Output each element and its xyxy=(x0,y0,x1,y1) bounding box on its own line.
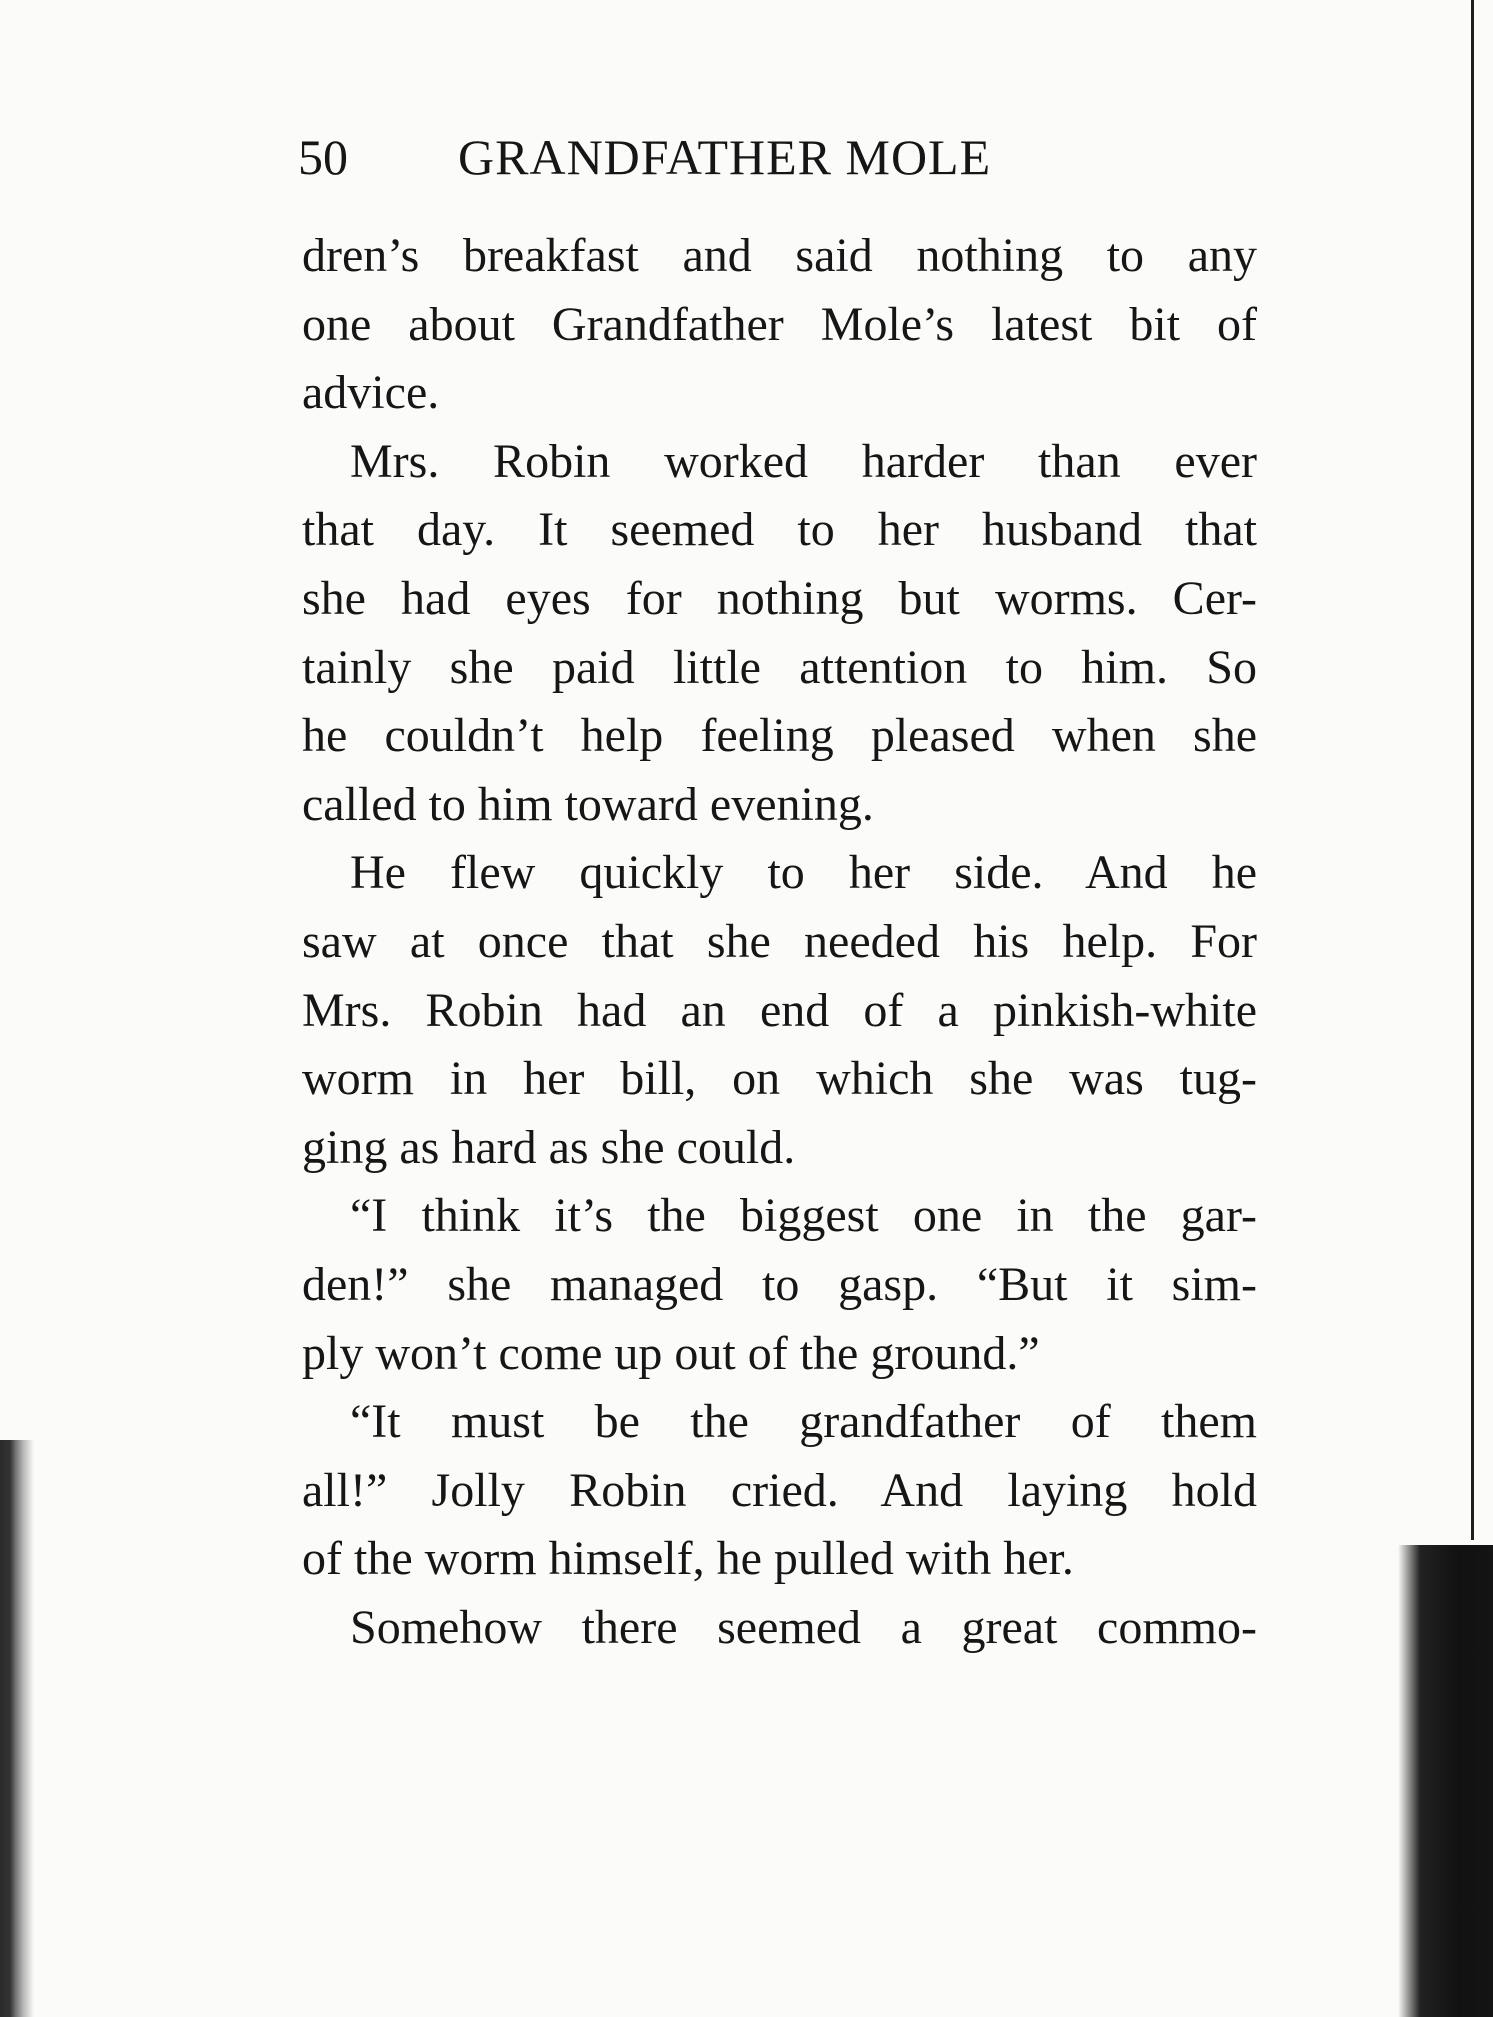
text-line: advice. xyxy=(302,366,440,420)
text-line: one about Grandfather Mole’s latest bit of xyxy=(302,297,1257,351)
scan-edge-left xyxy=(0,1440,34,2017)
text-line: Somehow there seemed a great commo- xyxy=(350,1600,1257,1654)
body-text xyxy=(302,222,1257,1662)
page-header xyxy=(298,127,1258,187)
running-title: GRANDFATHER MOLE xyxy=(458,129,992,185)
text-line: den!” she managed to gasp. “But it sim- xyxy=(302,1257,1257,1311)
text-line: “I think it’s the biggest one in the gar- xyxy=(350,1189,1257,1243)
text-line: Mrs. Robin worked harder than ever xyxy=(350,434,1257,488)
text-line: called to him toward evening. xyxy=(302,777,874,831)
text-line: dren’s breakfast and said nothing to any xyxy=(302,229,1257,282)
text-line: of the worm himself, he pulled with her. xyxy=(302,1532,1074,1586)
text-line: ply won’t come up out of the ground.” xyxy=(302,1326,1040,1380)
text-line: worm in her bill, on which she was tug- xyxy=(302,1052,1257,1106)
text-line: He flew quickly to her side. And he xyxy=(350,846,1257,900)
text-line: saw at once that she needed his help. For xyxy=(302,914,1257,968)
text-line: all!” Jolly Robin cried. And laying hold xyxy=(302,1463,1257,1517)
text-line: he couldn’t help feeling pleased when she xyxy=(302,709,1257,763)
scan-edge-right-line xyxy=(1471,0,1474,1540)
text-line: Mrs. Robin had an end of a pinkish-white xyxy=(302,983,1257,1037)
text-line: she had eyes for nothing but worms. Cer- xyxy=(302,571,1257,625)
scan-edge-right-shadow xyxy=(1398,1545,1493,2017)
page-number: 50 xyxy=(298,129,348,185)
text-line: that day. It seemed to her husband that xyxy=(302,503,1257,557)
text-line: ging as hard as she could. xyxy=(302,1120,796,1174)
text-line: “It must be the grandfather of them xyxy=(350,1395,1257,1449)
text-line: tainly she paid little attention to him. So xyxy=(302,640,1257,694)
